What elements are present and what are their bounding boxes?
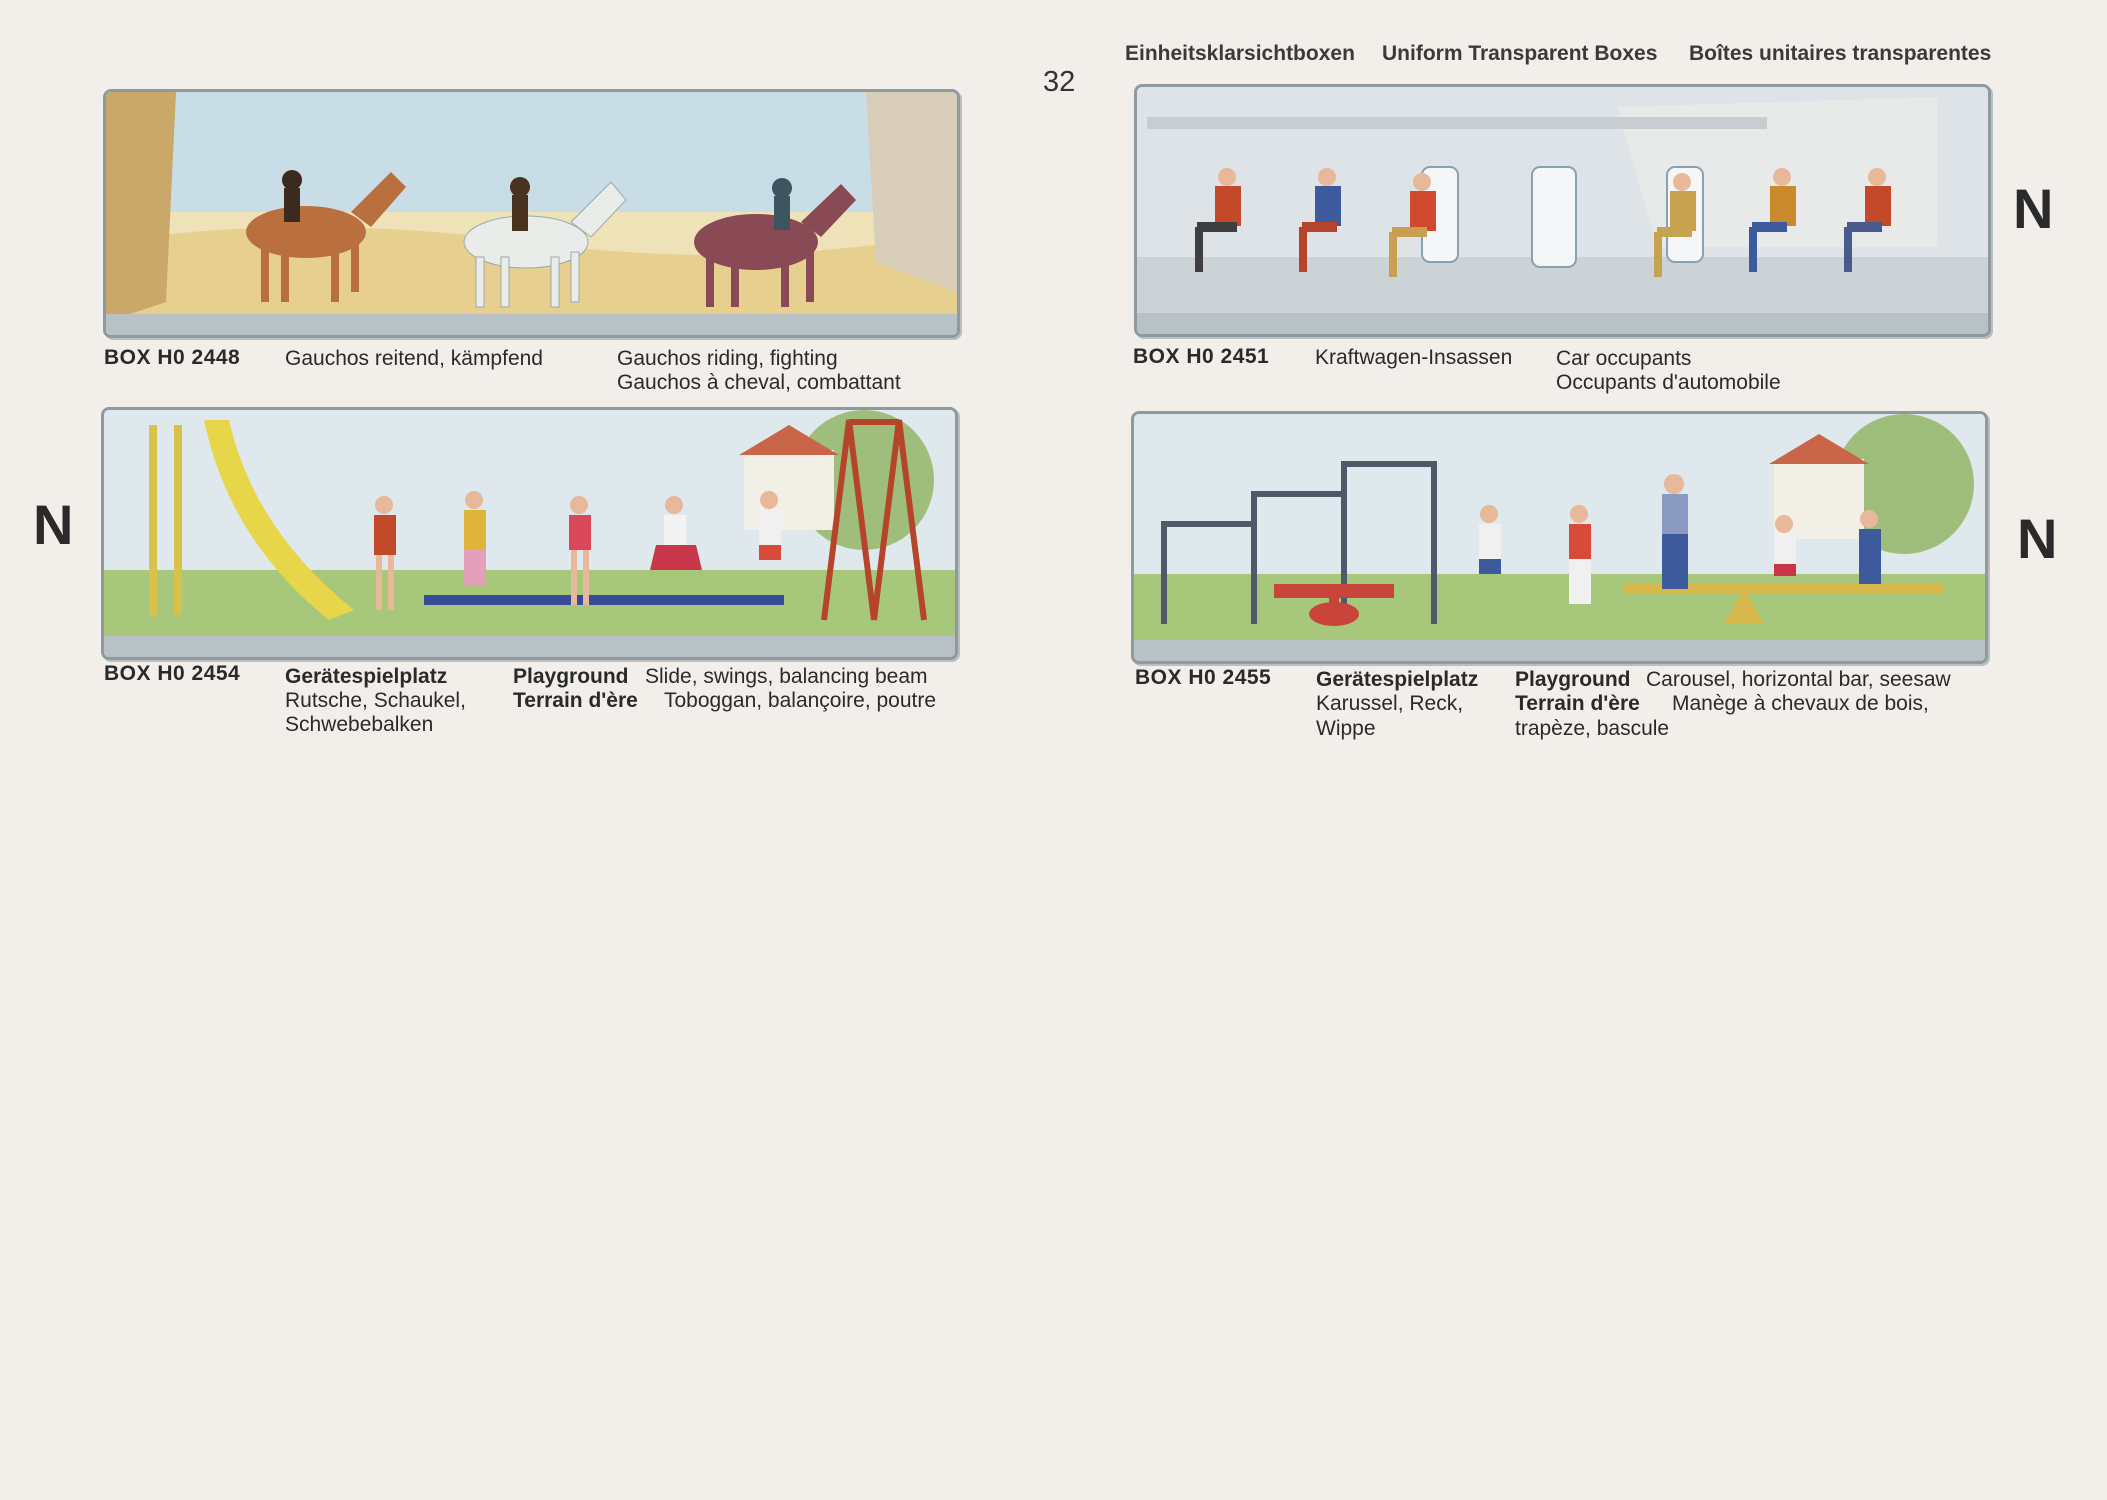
product-2454-german-line-1: Rutsche, Schaukel, xyxy=(285,689,466,712)
product-2455-german-title-text: Gerätespielplatz xyxy=(1316,668,1479,691)
product-2455-french-desc: Manège à chevaux de bois, xyxy=(1672,692,1929,715)
box-illustration-playground-slide xyxy=(101,407,958,660)
n-marker-top-right: N xyxy=(2013,177,2054,240)
header-english: Uniform Transparent Boxes xyxy=(1382,42,1658,65)
product-code-2448: BOX H0 2448 xyxy=(104,346,241,369)
product-2455-english-desc: Carousel, horizontal bar, seesaw xyxy=(1646,668,1951,691)
product-2454-french-title xyxy=(513,688,638,713)
product-2455-french-desc-2: trapèze, bascule xyxy=(1515,717,1670,740)
product-2448-french: Gauchos à cheval, combattant xyxy=(617,371,901,394)
product-2448-german: Gauchos reitend, kämpfend xyxy=(285,347,543,370)
box-illustration-car-occupants xyxy=(1134,84,1991,337)
product-2454-german-line-2: Schwebebalken xyxy=(285,713,434,736)
n-marker-left: N xyxy=(33,493,74,556)
product-2451-german: Kraftwagen-Insassen xyxy=(1315,346,1513,369)
product-2455-french-title-text: Terrain d'ère xyxy=(1515,692,1640,715)
product-2455-english-title-text: Playground xyxy=(1515,668,1631,691)
product-2454-english-desc: Slide, swings, balancing beam xyxy=(645,665,928,688)
product-2455-french-title xyxy=(1515,691,1640,716)
header-french: Boîtes unitaires transparentes xyxy=(1689,42,1992,65)
product-2455-german-line-1: Karussel, Reck, xyxy=(1316,692,1464,715)
product-2454-french-title-text: Terrain d'ère xyxy=(513,689,638,712)
box-illustration-playground-carousel xyxy=(1131,411,1988,664)
product-2455-german-title xyxy=(1316,667,1478,692)
product-2451-french: Occupants d'automobile xyxy=(1556,371,1781,394)
box-illustration-gauchos xyxy=(103,89,960,338)
product-code-2451: BOX H0 2451 xyxy=(1133,345,1270,368)
product-code-2455: BOX H0 2455 xyxy=(1135,666,1272,689)
product-2451-english: Car occupants xyxy=(1556,347,1692,370)
n-marker-bottom-right: N xyxy=(2017,507,2058,570)
product-2455-english-title xyxy=(1515,667,1631,692)
product-code-2454: BOX H0 2454 xyxy=(104,662,241,685)
page-number: 32 xyxy=(1043,66,1076,98)
product-2454-english-title-text: Playground xyxy=(513,665,629,688)
product-2454-french-desc: Toboggan, balançoire, poutre xyxy=(664,689,937,712)
product-2454-german-title xyxy=(285,664,447,689)
product-2448-english: Gauchos riding, fighting xyxy=(617,347,838,370)
product-2455-german-line-2: Wippe xyxy=(1316,717,1376,740)
balancing-beam-icon xyxy=(424,595,784,605)
product-2454-german-title-text: Gerätespielplatz xyxy=(285,665,448,688)
product-2454-english-title xyxy=(513,664,629,689)
header-german: Einheitsklarsichtboxen xyxy=(1125,42,1355,65)
